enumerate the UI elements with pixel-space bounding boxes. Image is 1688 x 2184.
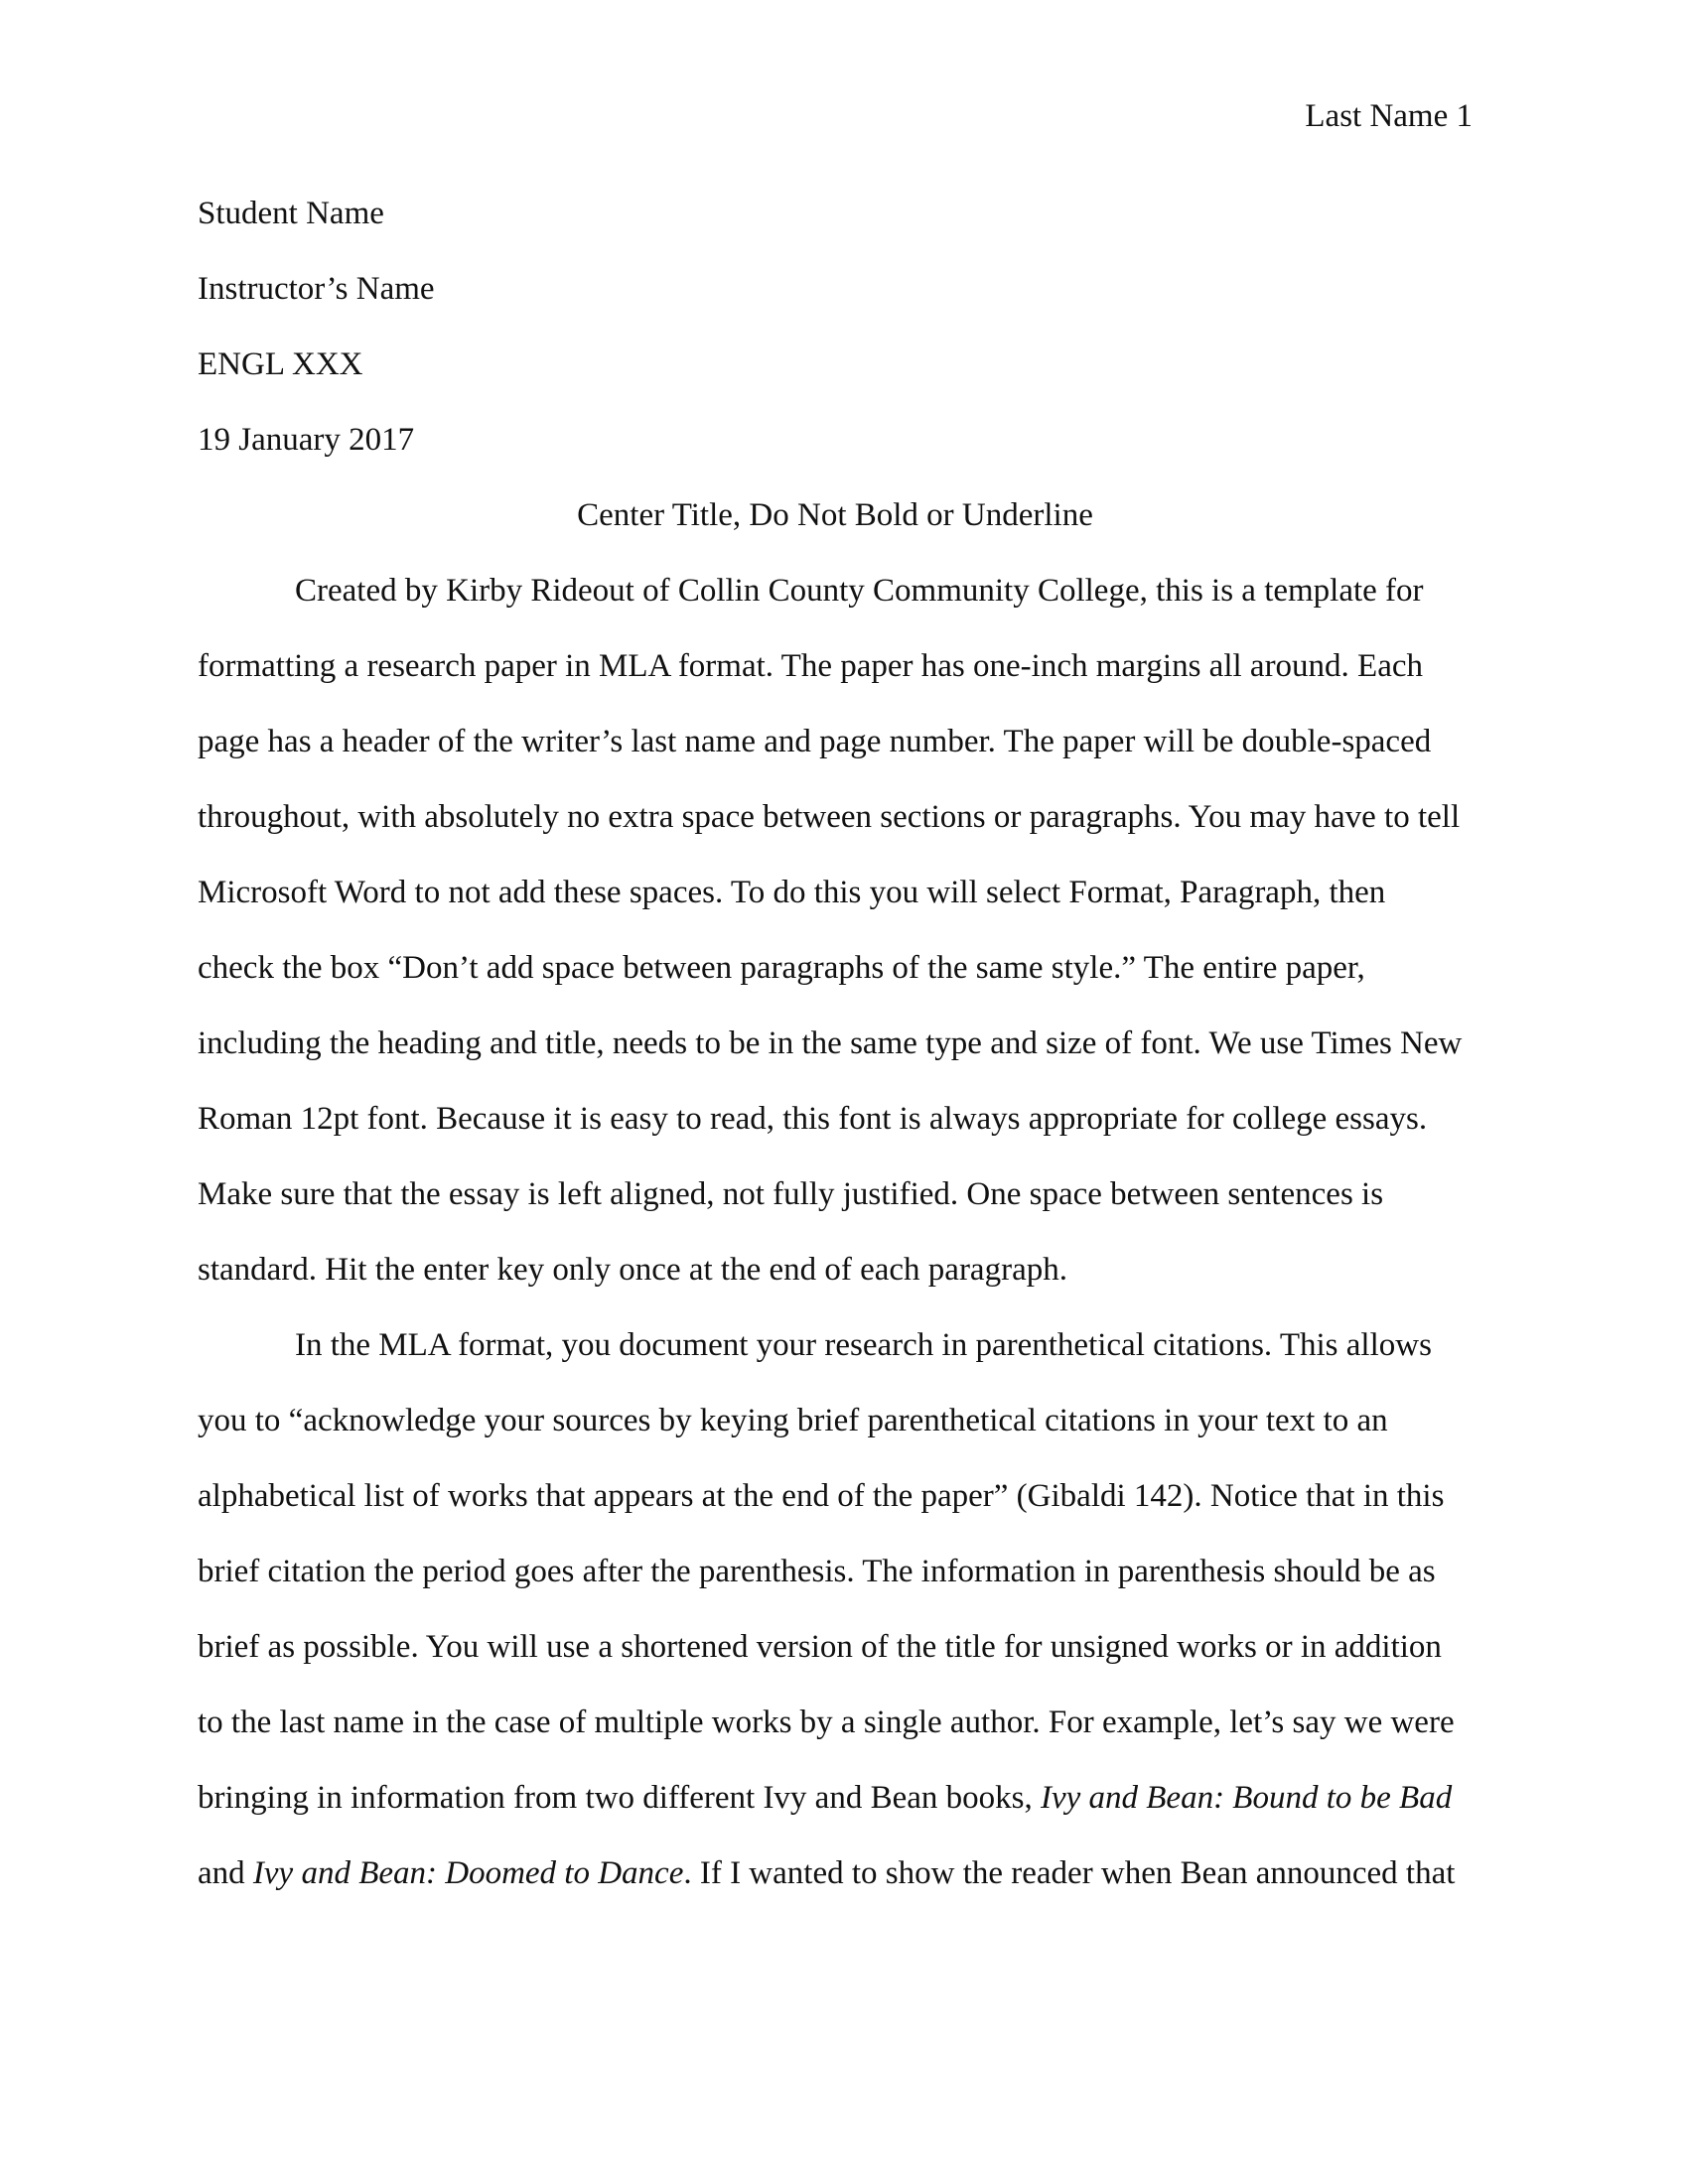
- instructor-name: Instructor’s Name: [198, 271, 435, 307]
- text-segment: . If I wanted to show the reader when Bean announced that: [683, 1855, 1456, 1891]
- italic-book-title: Ivy and Bean: Doomed to Dance: [252, 1855, 684, 1891]
- text-segment: page has a header of the writer’s last name and page number. The paper will be double-spaced: [198, 724, 1432, 759]
- text-segment: throughout, with absolutely no extra space between sections or paragraphs. You may have to tell: [198, 799, 1461, 835]
- text-segment: bringing in information from two different Ivy and Bean books,: [198, 1780, 1041, 1816]
- text-segment: brief as possible. You will use a shortened version of the title for unsigned works or in addition: [198, 1629, 1442, 1665]
- text-line: [198, 1383, 1473, 1458]
- text-line: [198, 779, 1473, 855]
- text-segment: to the last name in the case of multiple works by a single author. For example, let’s say we were: [198, 1705, 1455, 1740]
- text-segment: standard. Hit the enter key only once at the end of each paragraph.: [198, 1252, 1067, 1288]
- text-segment: including the heading and title, needs to be in the same type and size of font. We use Times New: [198, 1025, 1463, 1061]
- text-segment: and: [198, 1855, 253, 1891]
- text-line: [198, 628, 1473, 704]
- text-segment: formatting a research paper in MLA format. The paper has one-inch margins all around. Each: [198, 648, 1424, 684]
- text-line: [198, 1081, 1473, 1157]
- text-line: [198, 1458, 1473, 1534]
- text-line: [198, 1534, 1473, 1609]
- text-line: [198, 930, 1473, 1006]
- text-line: [198, 1836, 1473, 1911]
- text-line: [198, 1307, 1473, 1383]
- paper-title: Center Title, Do Not Bold or Underline: [577, 497, 1093, 533]
- text-segment: alphabetical list of works that appears at the end of the paper” (Gibaldi 142). Notice that in this: [198, 1478, 1445, 1514]
- text-line: [198, 1760, 1473, 1836]
- date: 19 January 2017: [198, 422, 415, 458]
- text-line: [198, 553, 1473, 628]
- text-line: [198, 1609, 1473, 1685]
- student-name: Student Name: [198, 196, 384, 231]
- text-line: [198, 1685, 1473, 1760]
- text-segment: In the MLA format, you document your research in parenthetical citations. This allows: [295, 1327, 1432, 1363]
- running-head: Last Name 1: [1305, 98, 1473, 134]
- text-line: [198, 1006, 1473, 1081]
- text-segment: Created by Kirby Rideout of Collin County Community College, this is a template for: [295, 573, 1424, 609]
- paper-body: [198, 176, 1473, 1911]
- text-segment: Microsoft Word to not add these spaces. To do this you will select Format, Paragraph, then: [198, 875, 1386, 910]
- text-line: [198, 855, 1473, 930]
- italic-book-title: Ivy and Bean: Bound to be Bad: [1040, 1780, 1453, 1816]
- text-segment: you to “acknowledge your sources by keying brief parenthetical citations in your text to an: [198, 1403, 1388, 1438]
- course-name: ENGL XXX: [198, 346, 363, 382]
- text-segment: Roman 12pt font. Because it is easy to read, this font is always appropriate for college essays.: [198, 1101, 1428, 1137]
- body-text: [198, 553, 1473, 1911]
- text-segment: check the box “Don’t add space between paragraphs of the same style.” The entire paper,: [198, 950, 1365, 986]
- text-segment: brief citation the period goes after the parenthesis. The information in parenthesis should be as: [198, 1554, 1436, 1589]
- text-segment: Make sure that the essay is left aligned, not fully justified. One space between sentences is: [198, 1176, 1384, 1212]
- text-line: [198, 1232, 1473, 1307]
- text-line: [198, 704, 1473, 779]
- text-line: [198, 1157, 1473, 1232]
